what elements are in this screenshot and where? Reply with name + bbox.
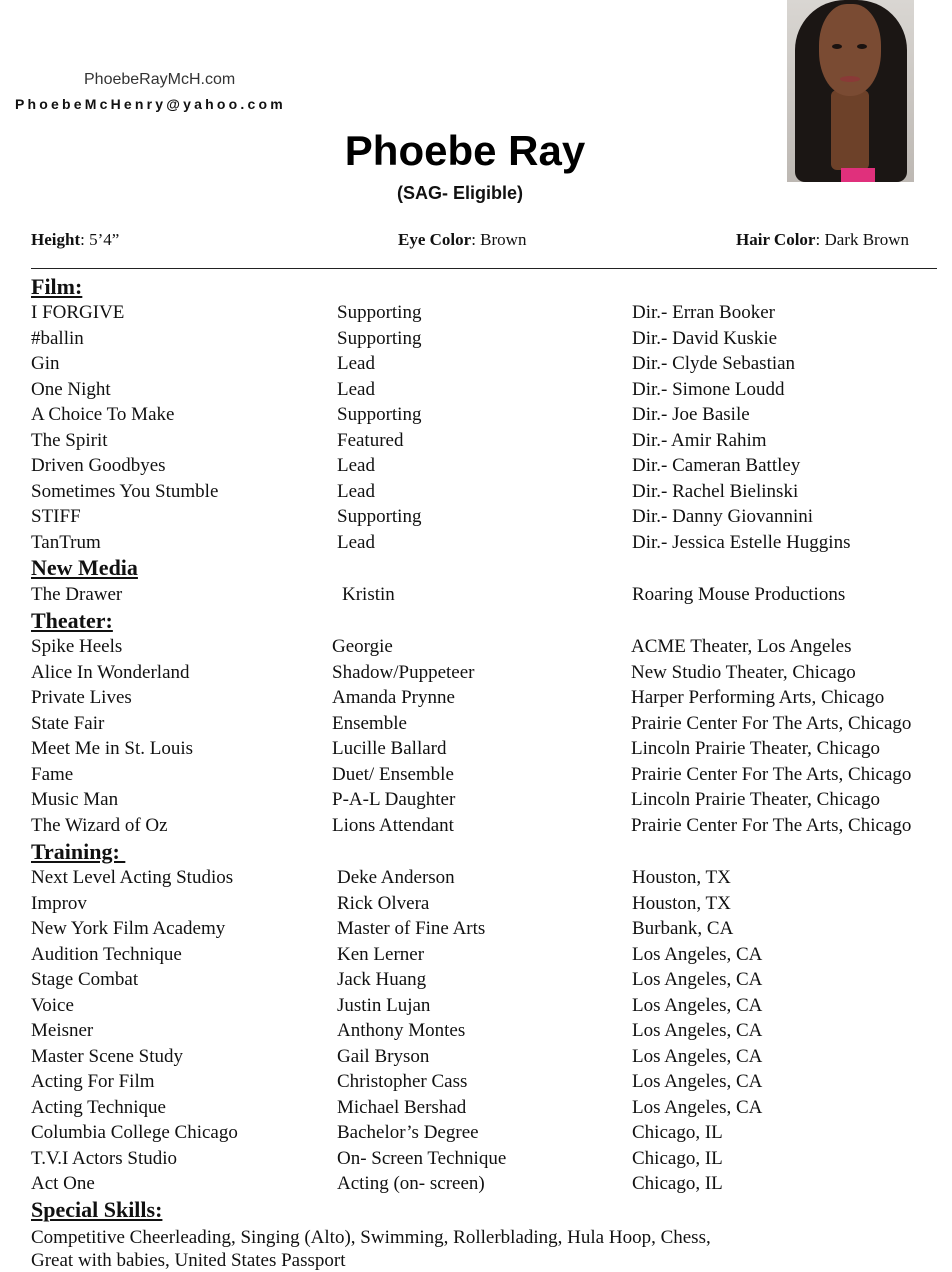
table-row bbox=[0, 1044, 952, 1069]
table-row bbox=[0, 1120, 952, 1145]
table-row bbox=[0, 402, 952, 427]
role-cell: Michael Bershad bbox=[337, 1096, 467, 1118]
actor-name: Phoebe Ray bbox=[344, 127, 586, 174]
table-row bbox=[0, 711, 952, 736]
table-row bbox=[0, 787, 952, 812]
role-cell: Christopher Cass bbox=[337, 1071, 468, 1092]
detail-cell: Los Angeles, CA bbox=[632, 943, 763, 965]
title-cell: #ballin bbox=[31, 327, 84, 349]
detail-cell: Roaring Mouse Productions bbox=[632, 584, 846, 605]
title-cell: Improv bbox=[31, 892, 87, 914]
detail-cell: Los Angeles, CA bbox=[632, 1020, 763, 1041]
detail-cell: Los Angeles, CA bbox=[632, 994, 763, 1016]
detail-cell: Dir.- Cameran Battley bbox=[632, 455, 801, 476]
detail-cell: Burbank, CA bbox=[632, 918, 734, 939]
title-cell: Music Man bbox=[31, 789, 119, 810]
title-cell: T.V.I Actors Studio bbox=[31, 1147, 178, 1169]
table-row bbox=[0, 762, 952, 787]
table-row bbox=[0, 813, 952, 838]
title-cell: New York Film Academy bbox=[31, 918, 226, 939]
skills-line: Competitive Cheerleading, Singing (Alto), Swimming, Rollerblading, Hula Hoop, Chess, bbox=[31, 1227, 711, 1248]
email-text: PhoebeMcHenry@yahoo.com bbox=[15, 96, 286, 112]
detail-cell: Lincoln Prairie Theater, Chicago bbox=[631, 789, 880, 810]
role-cell: On- Screen Technique bbox=[337, 1147, 507, 1169]
role-cell: P-A-L Daughter bbox=[332, 789, 456, 810]
table-row bbox=[0, 377, 952, 402]
title-cell: Meet Me in St. Louis bbox=[31, 738, 194, 759]
table-row bbox=[0, 1146, 952, 1171]
title-cell: Spike Heels bbox=[31, 636, 123, 657]
table-row bbox=[0, 916, 952, 941]
detail-cell: Los Angeles, CA bbox=[632, 1045, 763, 1067]
role-cell: Supporting bbox=[337, 327, 422, 349]
training-heading: Training: bbox=[31, 839, 126, 864]
role-cell: Lead bbox=[337, 455, 375, 476]
title-cell: Act One bbox=[31, 1173, 95, 1194]
title-cell: Fame bbox=[31, 763, 74, 785]
theater-heading: Theater: bbox=[31, 608, 113, 633]
role-cell: Lucille Ballard bbox=[332, 738, 447, 759]
role-cell: Lions Attendant bbox=[332, 814, 454, 836]
detail-cell: Houston, TX bbox=[632, 867, 731, 888]
role-cell: Ensemble bbox=[332, 712, 407, 734]
table-row bbox=[0, 1018, 952, 1043]
title-cell: The Drawer bbox=[31, 584, 123, 605]
table-row bbox=[0, 530, 952, 555]
table-row bbox=[0, 736, 952, 761]
title-cell: State Fair bbox=[31, 712, 105, 734]
table-row bbox=[0, 891, 952, 916]
role-cell: Kristin bbox=[342, 584, 395, 605]
table-row bbox=[0, 428, 952, 453]
hair-color-stat: Hair Color: Dark Brown bbox=[736, 230, 909, 249]
detail-cell: Dir.- Joe Basile bbox=[632, 404, 750, 425]
title-cell: Stage Combat bbox=[31, 969, 139, 990]
role-cell: Rick Olvera bbox=[337, 892, 430, 914]
title-cell: Master Scene Study bbox=[31, 1045, 183, 1067]
table-row bbox=[0, 685, 952, 710]
skills-line: Great with babies, United States Passport bbox=[31, 1250, 346, 1271]
role-cell: Acting (on- screen) bbox=[337, 1173, 485, 1194]
detail-cell: Houston, TX bbox=[632, 892, 731, 914]
role-cell: Supporting bbox=[337, 302, 422, 323]
role-cell: Ken Lerner bbox=[337, 943, 425, 965]
table-row bbox=[0, 1095, 952, 1120]
table-row bbox=[0, 660, 952, 685]
role-cell: Amanda Prynne bbox=[332, 687, 455, 708]
eye-color-stat: Eye Color: Brown bbox=[398, 230, 527, 249]
table-row bbox=[0, 479, 952, 504]
role-cell: Georgie bbox=[332, 636, 393, 657]
table-row bbox=[0, 351, 952, 376]
table-row bbox=[0, 326, 952, 351]
role-cell: Justin Lujan bbox=[337, 994, 431, 1016]
divider-line bbox=[31, 268, 937, 269]
title-cell: Alice In Wonderland bbox=[31, 661, 190, 683]
title-cell: Gin bbox=[31, 353, 60, 374]
detail-cell: Los Angeles, CA bbox=[632, 1096, 763, 1118]
title-cell: Meisner bbox=[31, 1020, 94, 1041]
detail-cell: Dir.- Clyde Sebastian bbox=[632, 353, 796, 374]
role-cell: Master of Fine Arts bbox=[337, 918, 486, 939]
role-cell: Lead bbox=[337, 378, 375, 400]
table-row bbox=[0, 865, 952, 890]
title-cell: Audition Technique bbox=[31, 943, 182, 965]
detail-cell: Dir.- Danny Giovannini bbox=[632, 506, 814, 527]
detail-cell: Dir.- Jessica Estelle Huggins bbox=[632, 531, 851, 553]
role-cell: Lead bbox=[337, 531, 375, 553]
detail-cell: New Studio Theater, Chicago bbox=[631, 661, 856, 683]
title-cell: One Night bbox=[31, 378, 111, 400]
table-row bbox=[0, 1069, 952, 1094]
film-heading: Film: bbox=[31, 274, 83, 299]
detail-cell: Chicago, IL bbox=[632, 1147, 723, 1169]
table-row bbox=[0, 942, 952, 967]
title-cell: Acting Technique bbox=[31, 1096, 166, 1118]
role-cell: Featured bbox=[337, 429, 404, 451]
role-cell: Lead bbox=[337, 480, 375, 502]
title-cell: Private Lives bbox=[31, 687, 132, 708]
table-row bbox=[0, 1171, 952, 1196]
detail-cell: Dir.- Simone Loudd bbox=[632, 378, 785, 400]
role-cell: Supporting bbox=[337, 506, 422, 527]
detail-cell: Prairie Center For The Arts, Chicago bbox=[631, 814, 912, 836]
detail-cell: Chicago, IL bbox=[632, 1122, 723, 1143]
table-row bbox=[0, 967, 952, 992]
website-text: PhoebeRayMcH.com bbox=[84, 71, 236, 88]
detail-cell: Dir.- Amir Rahim bbox=[632, 429, 767, 451]
table-row bbox=[0, 634, 952, 659]
title-cell: Next Level Acting Studios bbox=[31, 867, 234, 888]
detail-cell: Prairie Center For The Arts, Chicago bbox=[631, 763, 912, 785]
role-cell: Anthony Montes bbox=[337, 1020, 466, 1041]
title-cell: The Wizard of Oz bbox=[31, 814, 168, 836]
detail-cell: Los Angeles, CA bbox=[632, 969, 763, 990]
detail-cell: Dir.- Erran Booker bbox=[632, 302, 775, 323]
title-cell: The Spirit bbox=[31, 429, 108, 451]
detail-cell: Dir.- David Kuskie bbox=[632, 327, 778, 349]
detail-cell: Lincoln Prairie Theater, Chicago bbox=[631, 738, 880, 759]
role-cell: Deke Anderson bbox=[337, 867, 455, 888]
title-cell: I FORGIVE bbox=[31, 302, 125, 323]
table-row bbox=[0, 582, 952, 607]
detail-cell: ACME Theater, Los Angeles bbox=[631, 636, 852, 657]
headshot-photo bbox=[787, 0, 914, 182]
title-cell: Driven Goodbyes bbox=[31, 455, 166, 476]
title-cell: A Choice To Make bbox=[31, 404, 175, 425]
title-cell: Voice bbox=[31, 994, 74, 1016]
detail-cell: Harper Performing Arts, Chicago bbox=[631, 687, 885, 708]
role-cell: Bachelor’s Degree bbox=[337, 1122, 479, 1143]
title-cell: TanTrum bbox=[31, 531, 101, 553]
detail-cell: Los Angeles, CA bbox=[632, 1071, 763, 1092]
special-skills-heading: Special Skills: bbox=[31, 1197, 163, 1222]
table-row bbox=[0, 993, 952, 1018]
table-row bbox=[0, 453, 952, 478]
table-row bbox=[0, 504, 952, 529]
title-cell: Acting For Film bbox=[31, 1071, 155, 1092]
detail-cell: Prairie Center For The Arts, Chicago bbox=[631, 712, 912, 734]
title-cell: STIFF bbox=[31, 506, 81, 527]
height-stat: Height: 5’4” bbox=[31, 230, 120, 249]
union-status: (SAG- Eligible) bbox=[397, 183, 523, 203]
detail-cell: Chicago, IL bbox=[632, 1173, 723, 1194]
role-cell: Shadow/Puppeteer bbox=[332, 661, 475, 683]
title-cell: Sometimes You Stumble bbox=[31, 480, 219, 502]
detail-cell: Dir.- Rachel Bielinski bbox=[632, 480, 799, 502]
role-cell: Duet/ Ensemble bbox=[332, 763, 454, 785]
title-cell: Columbia College Chicago bbox=[31, 1122, 238, 1143]
table-row bbox=[0, 300, 952, 325]
role-cell: Supporting bbox=[337, 404, 422, 425]
new-media-heading: New Media bbox=[31, 555, 138, 580]
role-cell: Jack Huang bbox=[337, 969, 427, 990]
role-cell: Lead bbox=[337, 353, 375, 374]
role-cell: Gail Bryson bbox=[337, 1045, 430, 1067]
